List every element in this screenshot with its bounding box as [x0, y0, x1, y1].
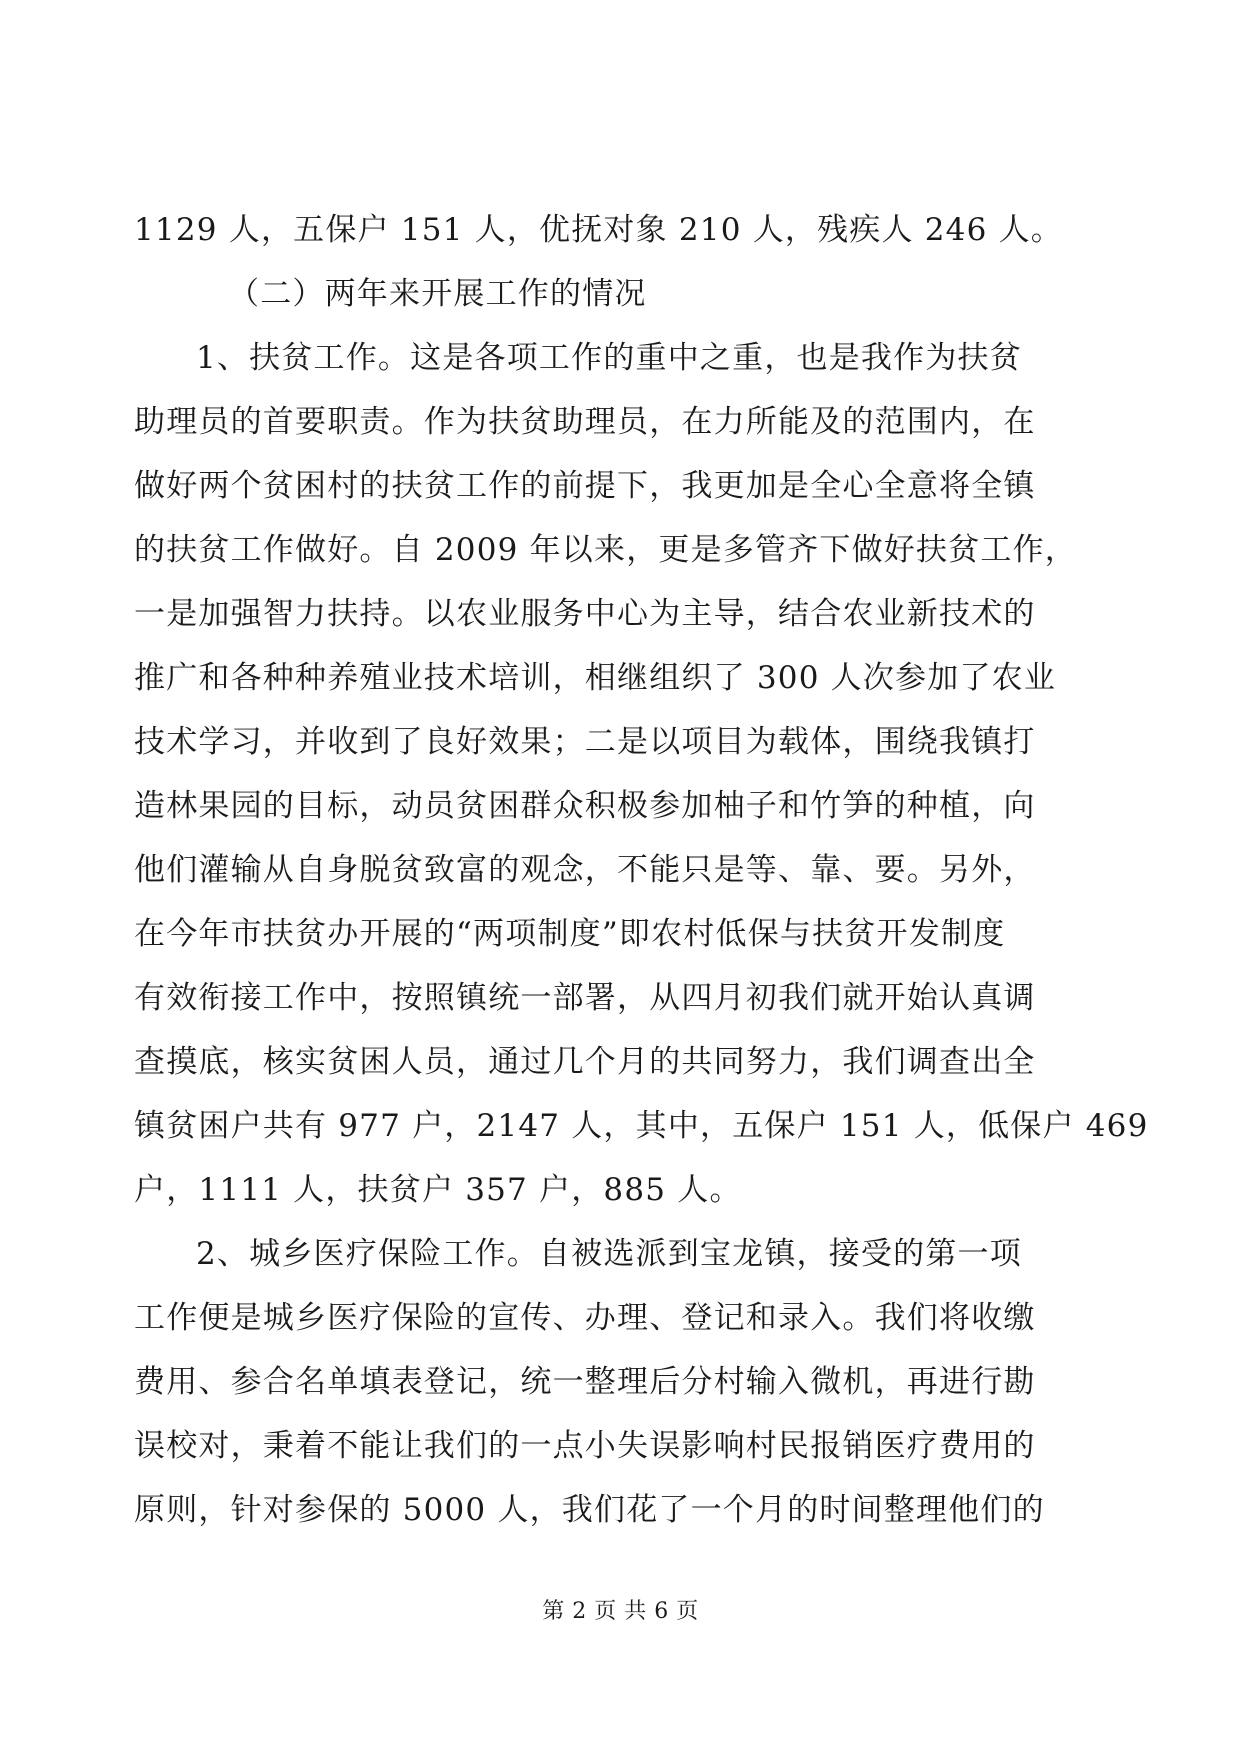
text-line: 2、城乡医疗保险工作。自被选派到宝龙镇，接受的第一项: [196, 1236, 1022, 1272]
text-line: 工作便是城乡医疗保险的宣传、办理、登记和录入。我们将收缴: [134, 1300, 1036, 1336]
body-text: [134, 198, 1149, 1542]
text-line: 助理员的首要职责。作为扶贫助理员，在力所能及的范围内，在: [134, 404, 1036, 440]
text-line: 费用、参合名单填表登记，统一整理后分村输入微机，再进行勘: [134, 1364, 1036, 1400]
text-line: 做好两个贫困村的扶贫工作的前提下，我更加是全心全意将全镇: [134, 468, 1036, 504]
text-line: 查摸底，核实贫困人员，通过几个月的共同努力，我们调查出全: [134, 1044, 1036, 1080]
text-line: 的扶贫工作做好。自 2009 年以来，更是多管齐下做好扶贫工作，: [134, 532, 1077, 568]
section-heading: （二）两年来开展工作的情况: [228, 276, 647, 312]
text-line: 原则，针对参保的 5000 人，我们花了一个月的时间整理他们的: [134, 1492, 1045, 1528]
text-line: 推广和各种种养殖业技术培训，相继组织了 300 人次参加了农业: [134, 660, 1057, 696]
text-line: 他们灌输从自身脱贫致富的观念，不能只是等、靠、要。另外，: [134, 852, 1036, 888]
text-line: 造林果园的目标，动员贫困群众积极参加柚子和竹笋的种植，向: [134, 788, 1036, 824]
text-line: 1、扶贫工作。这是各项工作的重中之重，也是我作为扶贫: [196, 340, 1022, 376]
text-line: 误校对，秉着不能让我们的一点小失误影响村民报销医疗费用的: [134, 1428, 1036, 1464]
text-line: 一是加强智力扶持。以农业服务中心为主导，结合农业新技术的: [134, 596, 1036, 632]
text-line: 在今年市扶贫办开展的“两项制度”即农村低保与扶贫开发制度: [134, 916, 1006, 952]
text-line: 户，1111 人，扶贫户 357 户，885 人。: [134, 1172, 742, 1208]
text-line: 技术学习，并收到了良好效果；二是以项目为载体，围绕我镇打: [134, 724, 1036, 760]
text-line: 镇贫困户共有 977 户，2147 人，其中，五保户 151 人，低保户 469: [134, 1108, 1149, 1144]
text-line: 有效衔接工作中，按照镇统一部署，从四月初我们就开始认真调: [134, 980, 1036, 1016]
text-line: 1129 人，五保户 151 人，优抚对象 210 人，残疾人 246 人。: [134, 212, 1063, 248]
page-footer: 第 2 页 共 6 页: [542, 1599, 699, 1624]
